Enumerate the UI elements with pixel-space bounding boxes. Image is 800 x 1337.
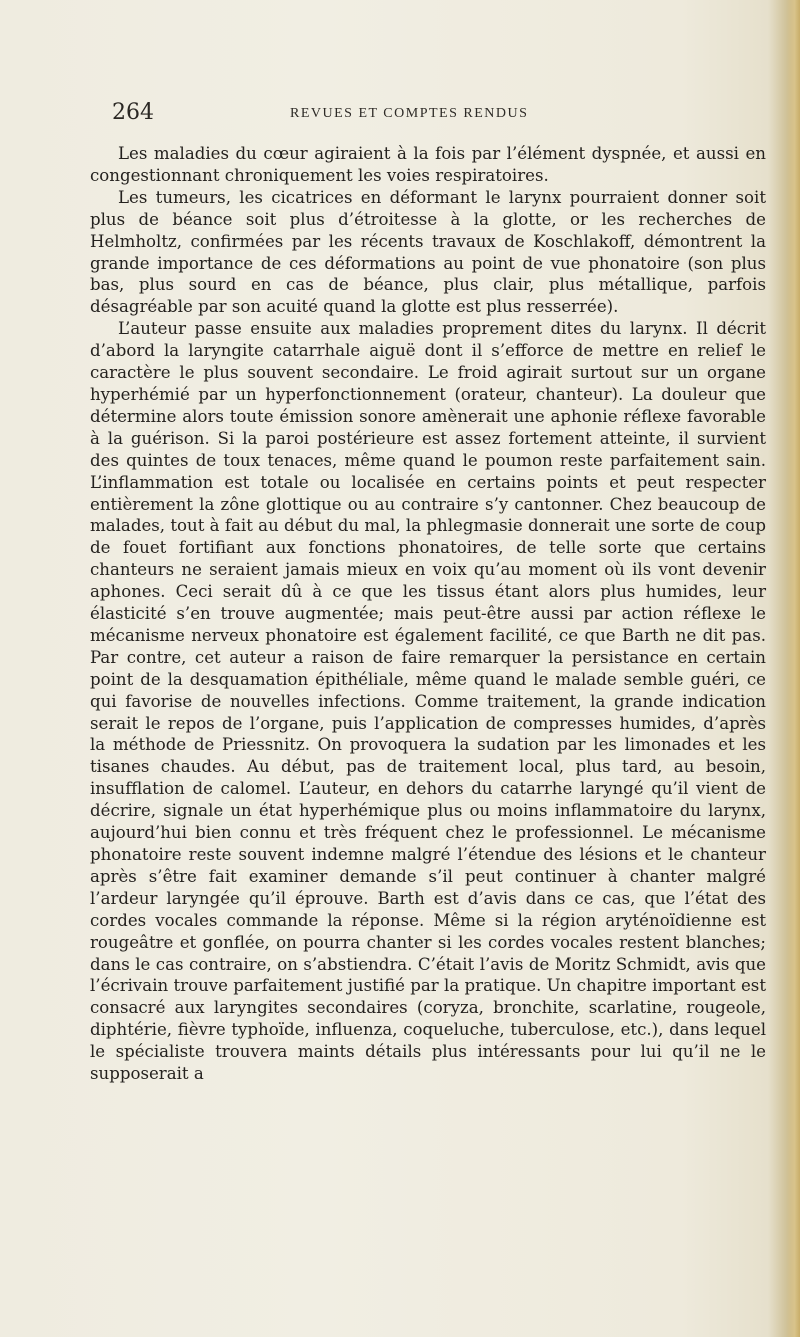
paragraph: Les maladies du cœur agiraient à la fois par l’élément dyspnée, et aussi en congestionnant chroniquement les voies respiratoires.	[90, 144, 766, 185]
running-title: REVUES ET COMPTES RENDUS	[290, 106, 529, 121]
page-edge-shadow	[786, 0, 800, 1337]
paragraph: Les tumeurs, les cicatrices en déformant le larynx pourraient donner soit plus de béance soit plus d’étroitesse à la glotte, or les recherches de Helmholtz, confirmées par les récents travaux de Koschlakoff, démontrent la grande importance de ces déformations au point de vue phonatoire (son plus bas, plus sourd en cas de béance, plus clair, plus métallique, parfois désagréable par son acuité quand la glotte est plus resserrée).	[90, 187, 766, 317]
paragraph: L’auteur passe ensuite aux maladies proprement dites du larynx. Il décrit d’abord la laryngite catarrhale aiguë dont il s’efforce de mettre en relief le caractère le plus souvent secondaire. Le froid agirait surtout sur un organe hyperhémié par un hyperfonctionnement (orateur, chanteur). La douleur que détermine alors toute émission sonore amènerait une aphonie réflexe favorable à la guérison. Si la paroi postérieure est assez fortement atteinte, il survient des quintes de toux tenaces, même quand le poumon reste parfaitement sain. L’inflammation est totale ou localisée en certains points et peut respecter entièrement la zône glottique ou au contraire s’y cantonner. Chez beaucoup de malades, tout à fait au début du mal, la phlegmasie donnerait une sorte de coup de fouet fortifiant aux fonctions phonatoires, de telle sorte que certains chanteurs ne seraient jamais mieux en voix qu’au moment où ils vont devenir aphones. Ceci serait dû à ce que les tissus étant alors plus humides, leur élasticité s’en trouve augmentée; mais peut-être aussi par action réflexe le mécanisme nerveux phonatoire est également facilité, ce que Barth ne dit pas. Par contre, cet auteur a raison de faire remarquer la persistance en certain point de la desquamation épithéliale, même quand le malade semble guéri, ce qui favorise de nouvelles infections. Comme traitement, la grande indication serait le repos de l’organe, puis l’application de compresses humides, d’après la méthode de Priessnitz. On provoquera la sudation par les limonades et les tisanes chaudes. Au début, pas de traitement local, plus tard, au besoin, insufflation de calomel. L’auteur, en dehors du catarrhe laryngé qu’il vient de décrire, signale un état hyperhémique plus ou moins inflammatoire du larynx, aujourd’hui bien connu et très fréquent chez le professionnel. Le mécanisme phonatoire reste souvent indemne malgré l’étendue des lésions et le chanteur après s’être fait examiner demande s’il peut continuer à chanter malgré l’ardeur laryngée qu’il éprouve. Barth est d’avis dans ce cas, que l’état des cordes vocales commande la réponse. Même si la région aryténoïdienne est rougeâtre et gonflée, on pourra chanter si les cordes vocales restent blanches; dans le cas contraire, on s’abstiendra. C’était l’avis de Moritz Schmidt, avis que l’écrivain trouve parfaitement justifié par la pratique. Un chapitre important est consacré aux laryngites secondaires (coryza, bronchite, scarlatine, rougeole, diphtérie, fièvre typhoïde, influenza, coqueluche, tuberculose, etc.), dans lequel le spécialiste trouvera maints détails plus intéressants pour lui qu’il ne le supposerait a	[90, 319, 766, 1084]
body-text	[90, 143, 766, 1085]
page-header	[112, 100, 752, 130]
page-number: 264	[112, 100, 154, 125]
